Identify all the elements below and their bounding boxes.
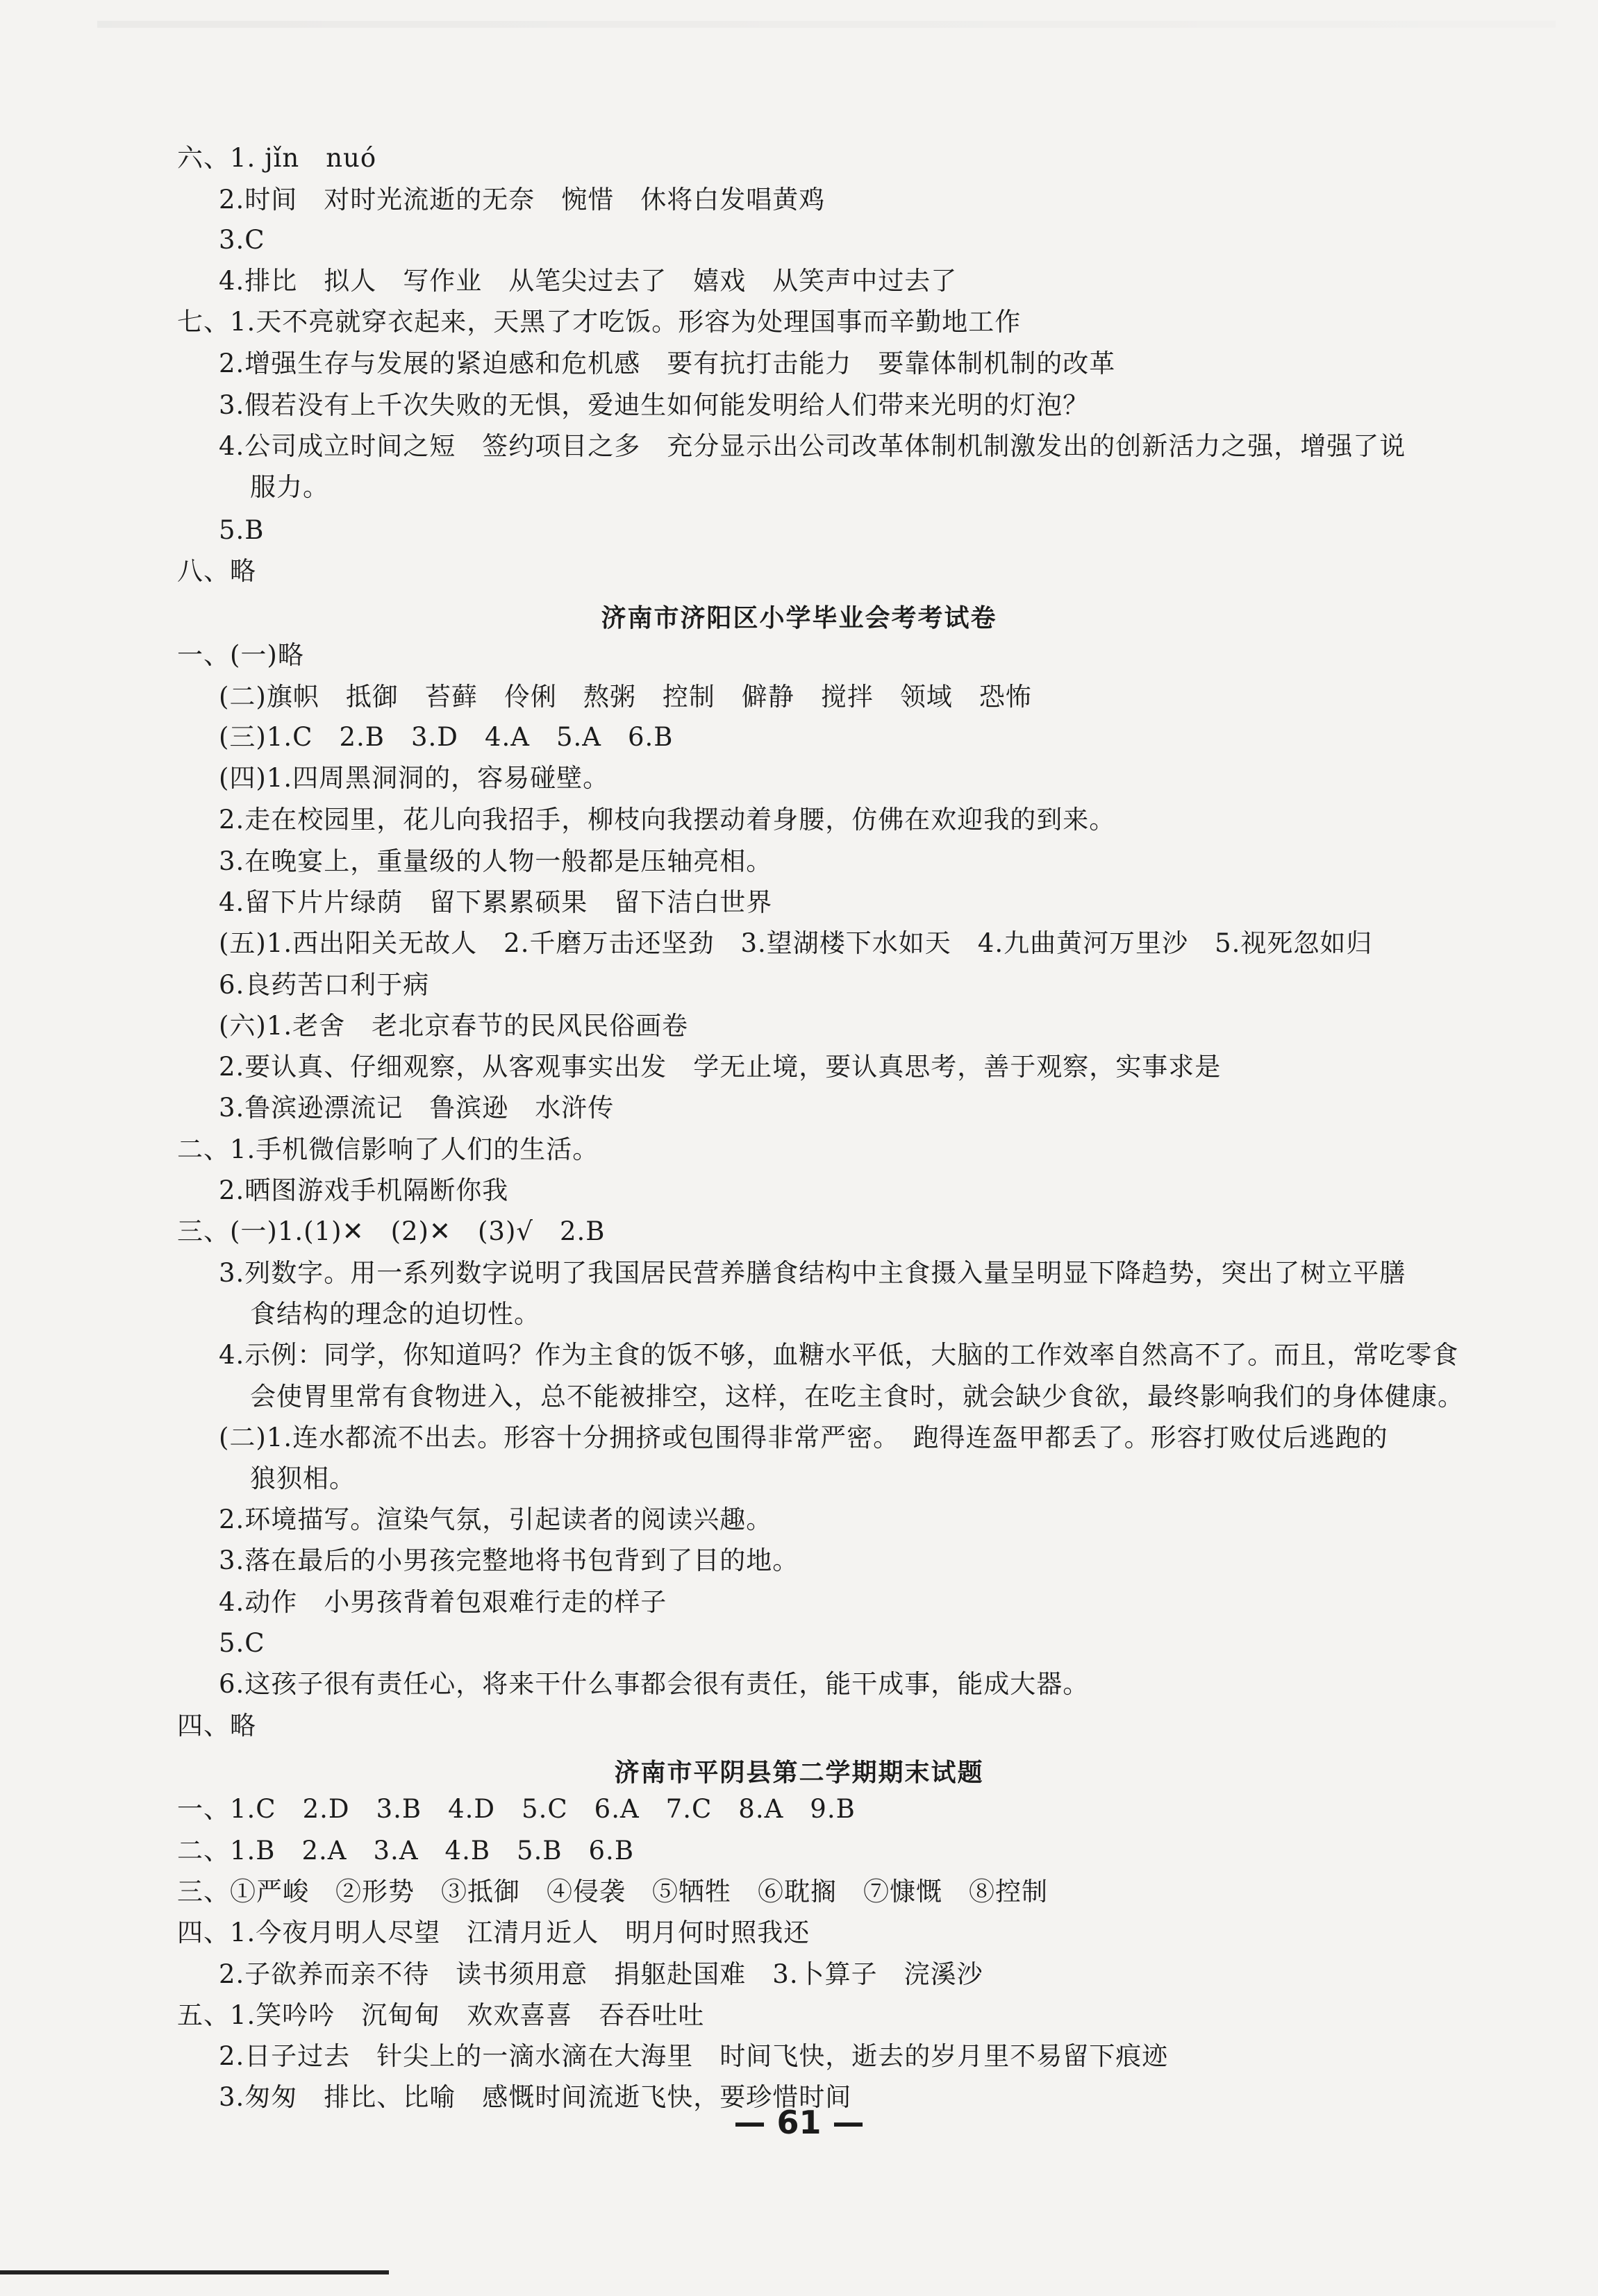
- answer-line: 2.要认真、仔细观察，从客观事实出发 学无止境，要认真思考，善于观察，实事求是: [219, 1052, 1222, 1082]
- answer-line: 3.C: [219, 225, 265, 255]
- answer-line: 6.这孩子很有责任心，将来干什么事都会很有责任，能干成事，能成大器。: [219, 1669, 1090, 1699]
- section-title-jiyang: 济南市济阳区小学毕业会考考试卷: [601, 604, 997, 632]
- answer-line: 四、略: [177, 1711, 256, 1741]
- answer-line: 三、(一)1.(1)✕ (2)✕ (3)√ 2.B: [177, 1216, 606, 1246]
- answer-line: 四、1.今夜月明人尽望 江清月近人 明月何时照我还: [177, 1918, 810, 1947]
- answer-line: 3.匆匆 排比、比喻 感慨时间流逝飞快，要珍惜时间: [219, 2082, 852, 2112]
- answer-line: 3.落在最后的小男孩完整地将书包背到了目的地。: [219, 1545, 799, 1575]
- answer-line: 4.留下片片绿荫 留下累累硕果 留下洁白世界: [219, 887, 773, 917]
- answer-line: 食结构的理念的迫切性。: [250, 1299, 540, 1329]
- answer-line: 服力。: [250, 472, 329, 502]
- answer-line: (二)1.连水都流不出去。形容十分拥挤或包围得非常严密。 跑得连盔甲都丢了。形容打败仗后逃跑的: [219, 1423, 1388, 1452]
- answer-line: 二、1.B 2.A 3.A 4.B 5.B 6.B: [177, 1836, 635, 1866]
- answer-line: 3.列数字。用一系列数字说明了我国居民营养膳食结构中主食摄入量呈明显下降趋势，突出了树立平膳: [219, 1258, 1406, 1288]
- answer-line: 4.排比 拟人 写作业 从笔尖过去了 嬉戏 从笑声中过去了: [219, 266, 958, 296]
- answer-line: 3.假若没有上千次失败的无惧，爱迪生如何能发明给人们带来光明的灯泡？: [219, 390, 1090, 420]
- answer-line: 2.环境描写。渲染气氛，引起读者的阅读兴趣。: [219, 1505, 773, 1534]
- answer-line: 2.增强生存与发展的紧迫感和危机感 要有抗打击能力 要靠体制机制的改革: [219, 349, 1116, 378]
- answer-line: 4.动作 小男孩背着包艰难行走的样子: [219, 1587, 667, 1617]
- answer-line: 5.C: [219, 1628, 265, 1658]
- answer-line: 2.子欲养而亲不待 读书须用意 捐躯赴国难 3.卜算子 浣溪沙: [219, 1959, 983, 1989]
- answer-line: (六)1.老舍 老北京春节的民风民俗画卷: [219, 1011, 689, 1041]
- answer-line: 会使胃里常有食物进入，总不能被排空，这样，在吃主食时，就会缺少食欲，最终影响我们的身体健康。: [250, 1382, 1464, 1411]
- answer-line: 4.公司成立时间之短 签约项目之多 充分显示出公司改革体制机制激发出的创新活力之强，增强了说: [219, 431, 1406, 461]
- answer-line: (四)1.四周黑洞洞的，容易碰壁。: [219, 763, 610, 793]
- answer-line: 2.时间 对时光流逝的无奈 惋惜 休将白发唱黄鸡: [219, 185, 826, 215]
- answer-line: 八、略: [177, 556, 256, 586]
- answer-line: 三、①严峻 ②形势 ③抵御 ④侵袭 ⑤牺牲 ⑥耽搁 ⑦慷慨 ⑧控制: [177, 1877, 1048, 1907]
- answer-line: (五)1.西出阳关无故人 2.千磨万击还坚劲 3.望湖楼下水如天 4.九曲黄河万里沙 5.视死忽如归: [219, 928, 1373, 958]
- answer-line: 3.鲁滨逊漂流记 鲁滨逊 水浒传: [219, 1093, 615, 1123]
- answer-line: 一、1.C 2.D 3.B 4.D 5.C 6.A 7.C 8.A 9.B: [177, 1794, 856, 1824]
- answer-line: 2.晒图游戏手机隔断你我: [219, 1175, 509, 1205]
- answer-line: 2.走在校园里，花儿向我招手，柳枝向我摆动着身腰，仿佛在欢迎我的到来。: [219, 805, 1116, 835]
- scan-smudge: [97, 21, 1556, 28]
- answer-line: 3.在晚宴上，重量级的人物一般都是压轴亮相。: [219, 846, 773, 876]
- answer-line: (二)旗帜 抵御 苔藓 伶俐 熬粥 控制 僻静 搅拌 领域 恐怖: [219, 682, 1032, 712]
- answer-line: 六、1. jǐn nuó: [177, 143, 377, 173]
- answer-line: (三)1.C 2.B 3.D 4.A 5.A 6.B: [219, 722, 674, 752]
- answer-line: 狼狈相。: [250, 1464, 356, 1493]
- answer-line: 五、1.笑吟吟 沉甸甸 欢欢喜喜 吞吞吐吐: [177, 2000, 705, 2030]
- answer-line: 二、1.手机微信影响了人们的生活。: [177, 1134, 599, 1164]
- answer-line: 4.示例：同学，你知道吗？作为主食的饭不够，血糖水平低，大脑的工作效率自然高不了。而且，常吃零食: [219, 1340, 1459, 1370]
- section-title-pingyin: 济南市平阴县第二学期期末试题: [614, 1759, 984, 1787]
- answer-line: 一、(一)略: [177, 640, 304, 670]
- answer-line: 6.良药苦口利于病: [219, 970, 430, 1000]
- answer-line: 2.日子过去 针尖上的一滴水滴在大海里 时间飞快，逝去的岁月里不易留下痕迹: [219, 2041, 1169, 2071]
- bottom-edge-rule: [0, 2270, 389, 2274]
- answer-line: 5.B: [219, 515, 265, 545]
- answer-line: 七、1.天不亮就穿衣起来，天黑了才吃饭。形容为处理国事而辛勤地工作: [177, 307, 1022, 337]
- page-number: — 61 —: [733, 2104, 865, 2141]
